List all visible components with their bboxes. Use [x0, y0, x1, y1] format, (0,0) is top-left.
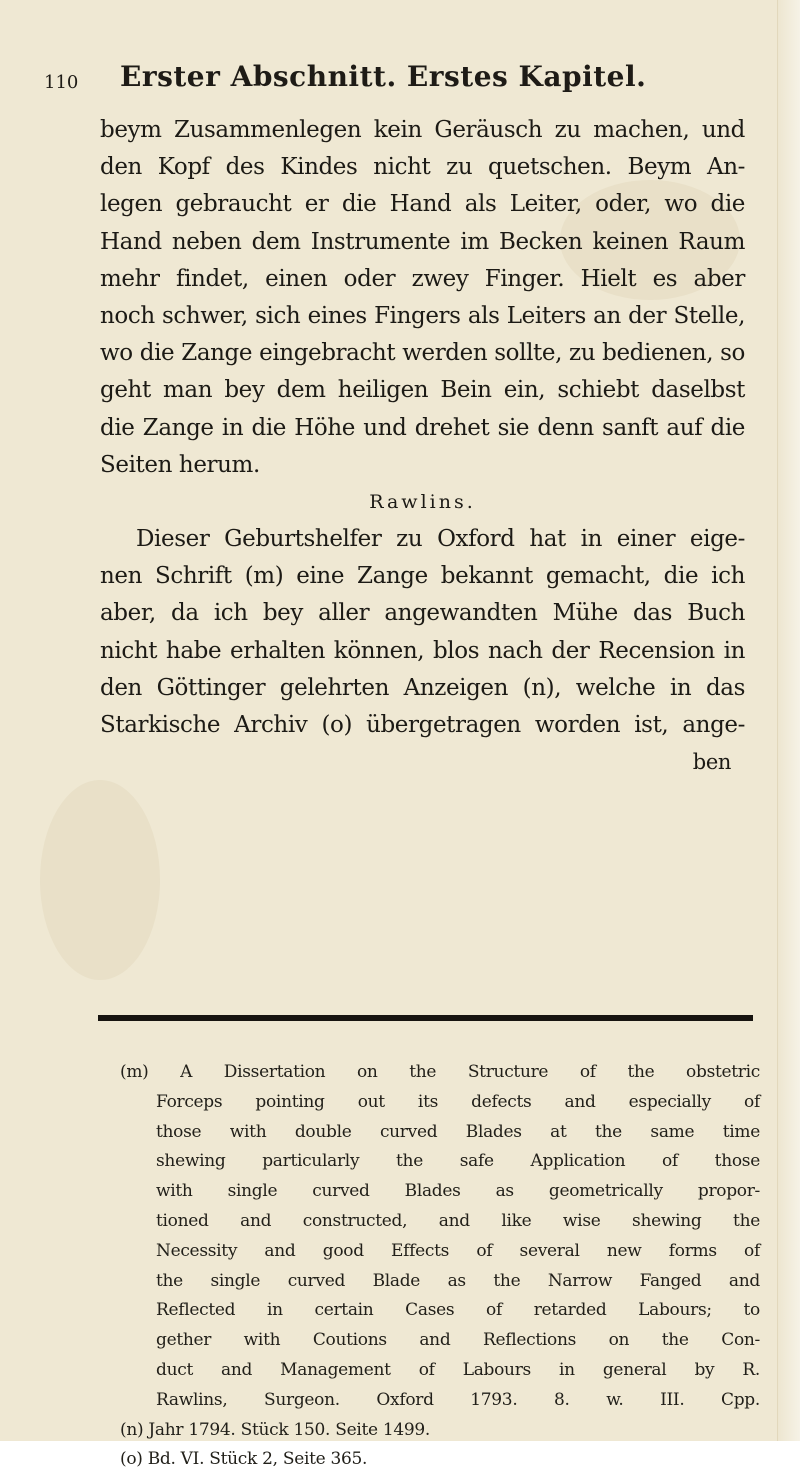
section-heading-author: Rawlins.: [369, 490, 476, 513]
footnote-line: gether with Coutions and Reflections on the Con-: [156, 1330, 760, 1351]
footnote-line: with single curved Blades as geometrically propor-: [156, 1181, 760, 1202]
text-line: aber, da ich bey aller angewandten Mühe das Buch: [100, 600, 745, 627]
footnote-line: (n) Jahr 1794. Stück 150. Seite 1499.: [120, 1419, 431, 1440]
text-line: Starkische Archiv (o) übergetragen worden ist, ange-: [100, 712, 745, 738]
text-line: Seiten herum.: [100, 451, 260, 478]
text-line: wo die Zange eingebracht werden sollte, zu bedienen, so: [100, 340, 745, 367]
footnotes: [120, 1058, 760, 1475]
text-line: Hand neben dem Instrumente im Becken keinen Raum: [100, 228, 745, 255]
footnote-line: (m) A Dissertation on the Structure of the obstetric: [120, 1062, 760, 1082]
text-line: beym Zusammenlegen kein Geräusch zu machen, und: [100, 117, 745, 143]
footnote-line: Necessity and good Effects of several new forms of: [156, 1240, 760, 1261]
footnote-line: shewing particularly the safe Application of those: [156, 1151, 760, 1172]
footnote-line: Forceps pointing out its defects and especially of: [156, 1091, 760, 1112]
page-number: 110: [44, 72, 79, 93]
text-line: noch schwer, sich eines Fingers als Leiters an der Stelle,: [100, 302, 745, 329]
footnote-line: those with double curved Blades at the same time: [156, 1121, 760, 1142]
page-edge: [777, 0, 800, 1441]
main-text: [100, 112, 745, 781]
footnote-line: Rawlins, Surgeon. Oxford 1793. 8. w. III. Cpp.: [156, 1389, 760, 1410]
footnote-separator-rule: [98, 1015, 753, 1021]
text-line: geht man bey dem heiligen Bein ein, schiebt daselbst: [100, 377, 745, 404]
text-line: Dieser Geburtshelfer zu Oxford hat in einer eige-: [136, 526, 745, 553]
text-line: nen Schrift (m) eine Zange bekannt gemacht, die ich: [100, 563, 745, 590]
paper-stain: [40, 780, 160, 980]
text-line: mehr findet, einen oder zwey Finger. Hielt es aber: [100, 265, 745, 292]
footnote-line: Reflected in certain Cases of retarded Labours; to: [156, 1300, 760, 1321]
text-line: die Zange in die Höhe und drehet sie denn sanft auf die: [100, 414, 745, 441]
footnote-line: (o) Bd. VI. Stück 2, Seite 365.: [120, 1449, 368, 1470]
text-line: nicht habe erhalten können, blos nach der Recension in: [100, 637, 745, 664]
footnote-line: the single curved Blade as the Narrow Fanged and: [156, 1270, 760, 1291]
catchword: ben: [692, 750, 731, 775]
footnote-line: tioned and constructed, and like wise shewing the: [156, 1210, 760, 1231]
footnote-line: duct and Management of Labours in general by R.: [156, 1359, 760, 1380]
text-line: den Göttinger gelehrten Anzeigen (n), welche in das: [100, 674, 745, 701]
text-line: legen gebraucht er die Hand als Leiter, oder, wo die: [100, 191, 745, 218]
text-line: den Kopf des Kindes nicht zu quetschen. Beym An-: [100, 154, 745, 181]
running-head: Erster Abschnitt. Erstes Kapitel.: [120, 60, 647, 93]
page-header: [44, 60, 744, 100]
